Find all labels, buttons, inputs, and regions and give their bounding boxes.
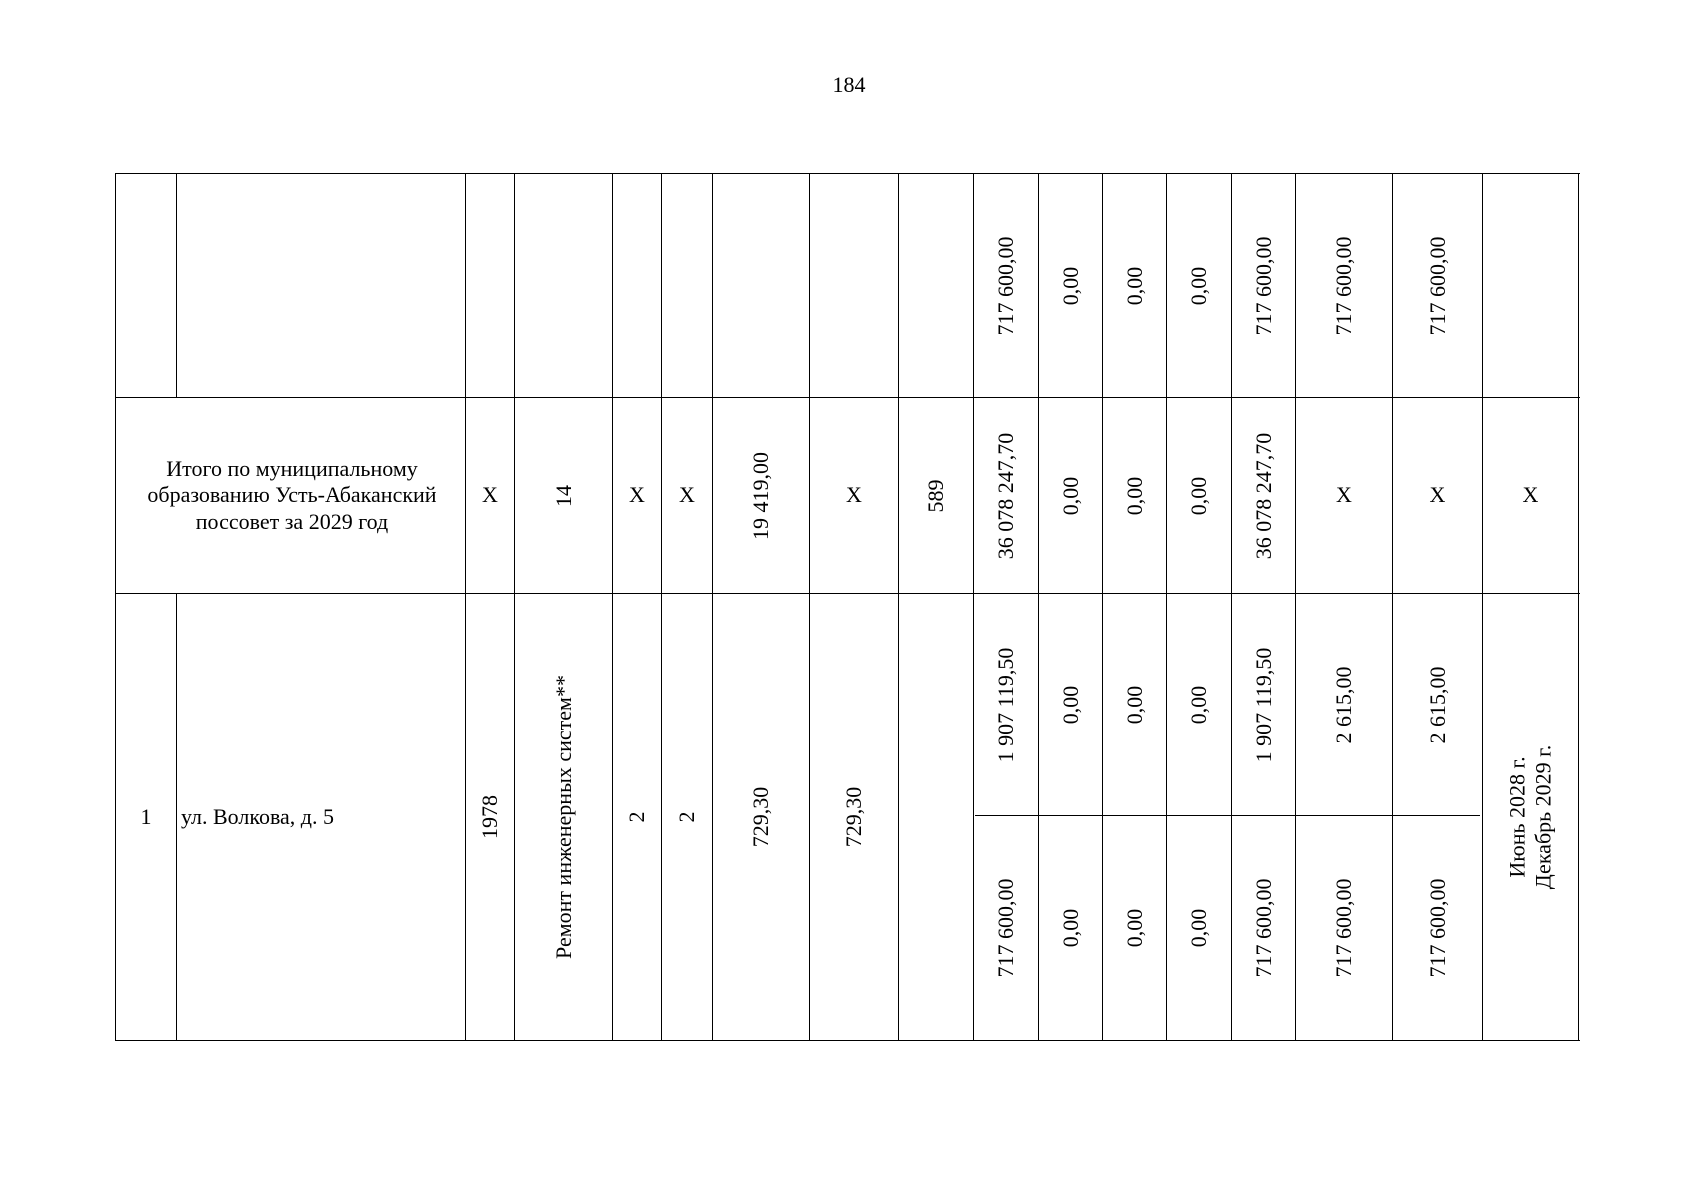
- table-cell-text: 0,00: [1057, 685, 1083, 724]
- table-cell: [662, 398, 712, 593]
- table-cell-text: 717 600,00: [1424, 878, 1450, 978]
- table-cell-text: 0,00: [1121, 476, 1147, 515]
- table-cell: [1103, 816, 1166, 1040]
- table-cell-text: 0,00: [1121, 266, 1147, 305]
- table-cell-text: 0,00: [1185, 476, 1211, 515]
- table-cell-text: Х: [846, 482, 862, 508]
- table-cell: [974, 816, 1038, 1040]
- term-line-2: Декабрь 2029 г.: [1530, 744, 1556, 890]
- table-cell: [1167, 398, 1231, 593]
- grid-line: [176, 173, 177, 398]
- table-cell-text: 1 907 119,50: [1250, 647, 1276, 762]
- table-cell-text: ул. Волкова, д. 5: [181, 803, 335, 829]
- table-cell: [1167, 816, 1231, 1040]
- table-cell: [1232, 398, 1295, 593]
- grid-line: [898, 173, 899, 1041]
- table-cell: [1167, 174, 1231, 397]
- table-cell-text: 717 600,00: [1330, 236, 1356, 335]
- grid-line: [115, 1040, 1580, 1041]
- table-cell: [1296, 174, 1392, 397]
- item-number: [116, 594, 176, 1040]
- table-cell: [974, 398, 1038, 593]
- table-cell-text: 589: [922, 479, 948, 512]
- table-cell-text: Х: [1429, 482, 1446, 508]
- table-cell: [974, 594, 1038, 815]
- table-cell: [1296, 594, 1392, 815]
- table-cell-text: 729,30: [840, 786, 866, 848]
- table-cell: [810, 398, 898, 593]
- table-cell-text: 717 600,00: [1250, 236, 1276, 335]
- table-cell-text: Х: [679, 482, 695, 508]
- table-cell: [1103, 594, 1166, 815]
- table-cell: [1232, 594, 1295, 815]
- table-cell-text: 0,00: [1057, 266, 1083, 305]
- page-number: 184: [832, 72, 866, 97]
- grid-line: [1578, 173, 1579, 1041]
- item-year: [466, 594, 514, 1040]
- item-term: [1483, 594, 1578, 1040]
- table-cell-text: 1: [140, 803, 152, 829]
- table-cell-text: 0,00: [1057, 476, 1083, 515]
- table-cell: [1232, 816, 1295, 1040]
- table-cell-text: 717 600,00: [992, 878, 1018, 978]
- table-cell-text: 717 600,00: [1330, 878, 1356, 978]
- table-cell-text: 0,00: [1185, 266, 1211, 305]
- table-cell: [1393, 594, 1482, 815]
- table-cell: [810, 594, 898, 1040]
- table-cell-text: 717 600,00: [1424, 236, 1450, 335]
- table-cell: [1296, 398, 1392, 593]
- table-cell: [1103, 174, 1166, 397]
- table-cell-text: 36 078 247,70: [992, 432, 1018, 559]
- table-cell: [466, 398, 514, 593]
- table-cell: [899, 398, 973, 593]
- table-cell-text: 0,00: [1185, 685, 1211, 724]
- table-cell-text: 19 419,00: [747, 451, 773, 540]
- table-cell-text: Х: [1522, 482, 1539, 508]
- table-cell: [713, 398, 809, 593]
- table-cell-text: 717 600,00: [1250, 878, 1276, 978]
- table-cell: [1393, 816, 1482, 1040]
- table-cell-text: 0,00: [1057, 908, 1083, 948]
- total-label-text: Итого по муниципальному образованию Усть-Абаканский поссовет за 2029 год: [147, 455, 437, 534]
- table-cell-text: Х: [629, 482, 645, 508]
- table-cell: [515, 398, 612, 593]
- table-cell: [1039, 398, 1102, 593]
- table-cell: [1039, 174, 1102, 397]
- table-cell: [1167, 594, 1231, 815]
- item-work-type: [515, 594, 612, 1040]
- table-cell-text: 1978: [476, 795, 502, 839]
- table-cell: [613, 594, 661, 1040]
- table-cell-text: 717 600,00: [992, 236, 1018, 335]
- table-cell-text: 0,00: [1121, 685, 1147, 724]
- table-cell-text: 729,30: [747, 786, 773, 848]
- table-cell: [713, 594, 809, 1040]
- item-address: [177, 594, 465, 1040]
- table-cell-text: 0,00: [1121, 908, 1147, 948]
- total-label: [120, 398, 464, 593]
- table-cell: [1039, 594, 1102, 815]
- table-cell: [1232, 174, 1295, 397]
- table-cell-text: 14: [550, 484, 576, 507]
- table-cell: [662, 594, 712, 1040]
- table-cell-text: 2 615,00: [1424, 666, 1450, 743]
- table-cell-text: 2: [673, 811, 699, 823]
- table-cell-text: 0,00: [1185, 908, 1211, 948]
- table-cell: [1393, 398, 1482, 593]
- term-line-1: Июнь 2028 г.: [1504, 756, 1530, 878]
- table-cell-text: Х: [482, 482, 498, 508]
- table-cell-text: Ремонт инженерных систем**: [550, 675, 576, 959]
- table-cell-text: 2: [623, 811, 649, 823]
- table-cell: [1483, 398, 1578, 593]
- table-cell-text: 2 615,00: [1330, 666, 1356, 743]
- table-cell-text: 36 078 247,70: [1250, 432, 1276, 559]
- table-cell-text: 1 907 119,50: [992, 647, 1018, 762]
- table-cell: [1296, 816, 1392, 1040]
- table-cell: [1393, 174, 1482, 397]
- table-cell: [1103, 398, 1166, 593]
- term-text: [1504, 745, 1557, 889]
- table-cell-text: Х: [1336, 482, 1352, 508]
- table-cell: [974, 174, 1038, 397]
- table-cell: [613, 398, 661, 593]
- table-cell: [1039, 816, 1102, 1040]
